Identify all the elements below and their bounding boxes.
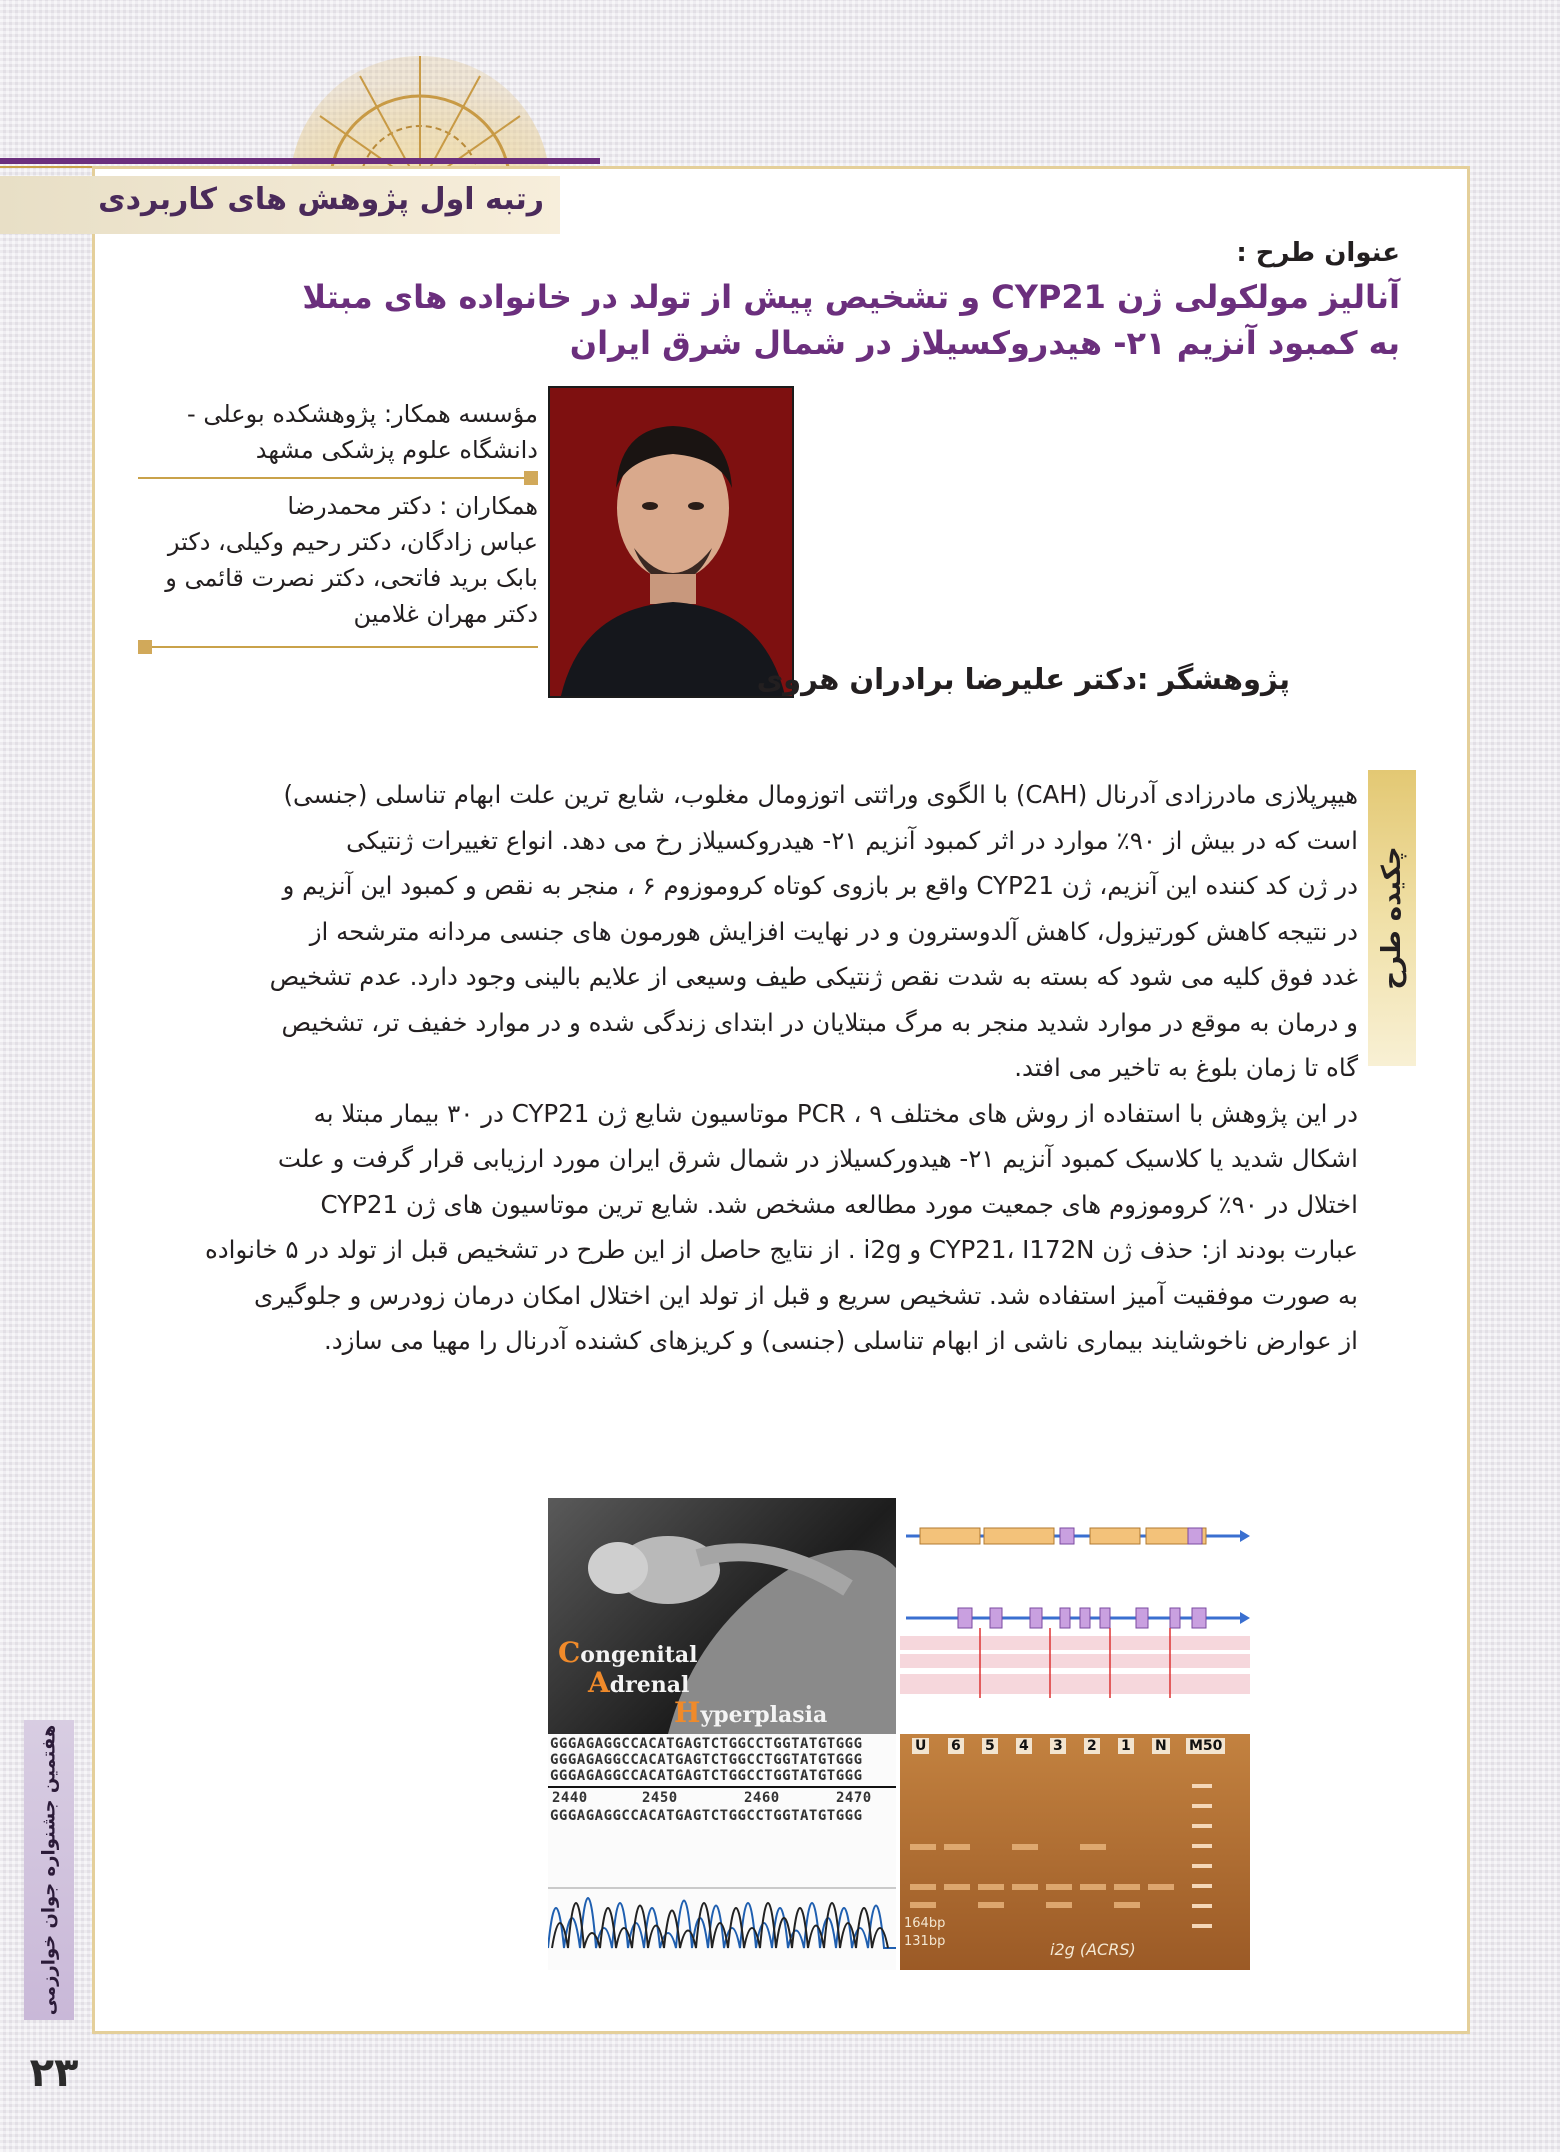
collaborators-list: همکاران : دکتر محمدرضا عباس زادگان، دکتر رحیم وکیلی، دکتر بابک برید فاتحی، دکتر نصرت قائمی و دکتر مهران غلامین [165, 492, 538, 628]
divider [152, 646, 538, 648]
abstract-line: اشکال شدید یا کلاسیک کمبود آنزیم ۲۱- هیدورکسیلاز در شمال شرق ایران مورد ارزیابی قرار گرفت و علت [277, 1144, 1358, 1173]
section-badge-label: رتبه اول پژوهش های کاربردی [98, 182, 544, 217]
abstract-label: چکیده طرح [1377, 846, 1407, 990]
position-tick: 2440 [552, 1790, 588, 1806]
researcher-name: پژوهشگر :دکتر علیرضا برادران هروی [756, 662, 1290, 696]
position-ruler [548, 1786, 896, 1788]
title-line: به کمبود آنزیم ۲۱- هیدروکسیلاز در شمال شرق ایران [569, 324, 1400, 362]
abstract-line: هیپرپلازی مادرزادی آدرنال (CAH) با الگوی وراثتی اتوزومال مغلوب، شایع ترین علت ابهام تناسلی (جنسی) [283, 780, 1358, 809]
sequencing-panel [548, 1734, 896, 1970]
abstract-line: در ژن کد کننده این آنزیم، ژن CYP21 واقع بر بازوی کوتاه کروموزوم ۶ ، منجر به نقص و کمبود این آنزیم و [282, 871, 1358, 900]
festival-title: هفتمین جشنواره جوان خوارزمی [38, 1724, 60, 2016]
figure-collage [548, 1498, 1250, 1970]
gel-lane-label: U [912, 1738, 929, 1754]
collaborating-institute: مؤسسه همکار: پژوهشکده بوعلی - دانشگاه علوم پزشکی مشهد [187, 400, 538, 464]
cah-word: Hyperplasia [674, 1696, 828, 1729]
gel-lane-label: 5 [982, 1738, 998, 1754]
divider [138, 477, 524, 479]
gel-caption: i2g (ACRS) [1050, 1940, 1136, 1959]
gel-band-label: 164bp [904, 1916, 946, 1931]
title-label: عنوان طرح : [1236, 238, 1400, 268]
abstract-line: غدد فوق کلیه می شود که بسته به شدت نقص ژنتیکی طیف وسیعی از علایم بالینی وجود دارد. عدم تشخیص [269, 962, 1358, 991]
gel-electrophoresis [900, 1734, 1250, 1970]
abstract-line: و درمان به موقع در موارد شدید منجر به مرگ مبتلایان در ابتدای زندگی شده و در موارد خفیف تر، تشخیص [281, 1007, 1358, 1037]
position-tick: 2470 [836, 1790, 872, 1806]
collaboration-panel [138, 396, 538, 656]
infant-photo [548, 1498, 896, 1734]
chromatogram [548, 1828, 896, 1968]
abstract-line: به صورت موفقیت آمیز استفاده شد. تشخیص سریع و قبل از تولد این اختلال امکان درمان زودرس و جلوگیری [254, 1280, 1358, 1310]
gene-diagram [900, 1498, 1250, 1734]
cah-word: Congenital [558, 1636, 698, 1669]
researcher-photo [548, 386, 794, 698]
gel-lane-label: 1 [1118, 1738, 1134, 1754]
sequence-line: GGGAGAGGCCACATGAGTCTGGCCTGGTATGTGGG [550, 1768, 863, 1784]
gel-lane-label: 6 [948, 1738, 964, 1754]
abstract-line: از عوارض ناخوشایند بیماری ناشی از ابهام تناسلی (جنسی) و کریزهای کشنده آدرنال را مهیا می سازد. [323, 1326, 1358, 1355]
abstract-body [148, 772, 1358, 1364]
position-tick: 2450 [642, 1790, 678, 1806]
sequence-line: GGGAGAGGCCACATGAGTCTGGCCTGGTATGTGGG [550, 1736, 863, 1752]
gel-lane-label: N [1152, 1738, 1170, 1754]
gel-lane-label: M50 [1186, 1738, 1225, 1754]
abstract-line: عبارت بودند از: حذف ژن CYP21، I172N و i2g . از نتایج حاصل از این طرح در تشخیص قبل از تولد در ۵ خانواده [204, 1235, 1358, 1264]
header-rule [0, 158, 600, 164]
divider-marker [138, 640, 152, 654]
section-badge [0, 176, 560, 234]
abstract-line: اختلال در ۹۰٪ کروموزوم های جمعیت مورد مطالعه مشخص شد. شایع ترین موتاسیون های ژن CYP21 [320, 1189, 1358, 1219]
abstract-line: است که در بیش از ۹۰٪ موارد در اثر کمبود آنزیم ۲۱- هیدروکسیلاز رخ می دهد. انواع تغییرات ژنتیکی [346, 825, 1358, 855]
festival-title-vertical [24, 1720, 74, 2020]
abstract-label-tab [1368, 770, 1416, 1066]
cah-word: Adrenal [588, 1666, 690, 1699]
gel-lane-label: 4 [1016, 1738, 1032, 1754]
abstract-line: در نتیجه کاهش کورتیزول، کاهش آلدوسترون و در نهایت افزایش هورمون های جنسی مردانه مترشحه از [309, 916, 1358, 946]
page-number: ۲۳ [29, 2050, 79, 2096]
abstract-line: در این پژوهش با استفاده از روش های مختلف PCR ، ۹ موتاسیون شایع ژن CYP21 در ۳۰ بیمار مبتلا به [313, 1098, 1358, 1128]
gel-lane-label: 3 [1050, 1738, 1066, 1754]
sequence-line: GGGAGAGGCCACATGAGTCTGGCCTGGTATGTGGG [550, 1752, 863, 1768]
title-line: آنالیز مولکولی ژن CYP21 و تشخیص پیش از تولد در خانواده های مبتلا [302, 278, 1400, 316]
gel-band-label: 131bp [904, 1934, 946, 1949]
sequence-line: GGGAGAGGCCACATGAGTCTGGCCTGGTATGTGGG [550, 1808, 863, 1824]
gel-lane-label: 2 [1084, 1738, 1100, 1754]
divider-marker [524, 471, 538, 485]
position-tick: 2460 [744, 1790, 780, 1806]
project-title-block [302, 238, 1400, 366]
abstract-line: گاه تا زمان بلوغ به تاخیر می افتد. [1014, 1053, 1358, 1082]
